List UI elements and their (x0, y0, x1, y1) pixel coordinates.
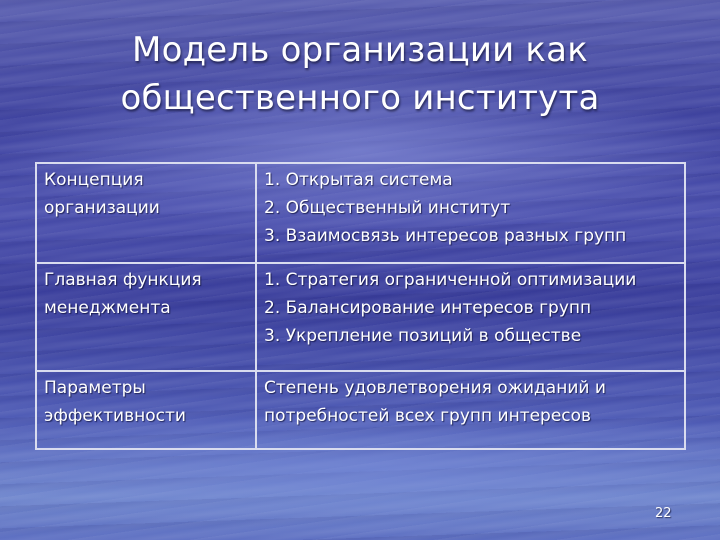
value-line: Степень удовлетворения ожиданий и (264, 378, 606, 398)
list-item: 2. Общественный институт (264, 198, 511, 218)
slide-title (60, 26, 660, 122)
table-row (36, 371, 685, 449)
title-line-1: Модель организации как (132, 30, 588, 70)
row-label-line: эффективности (44, 406, 186, 426)
content-table (35, 162, 686, 450)
row-value-cell (256, 163, 685, 263)
page-number: 22 (655, 506, 672, 521)
list-item: 3. Укрепление позиций в обществе (264, 326, 582, 346)
row-label-line: Главная функция (44, 270, 202, 290)
list-item: 1. Стратегия ограниченной оптимизации (264, 270, 637, 290)
list-item: 1. Открытая система (264, 170, 453, 190)
row-label-line: Параметры (44, 378, 146, 398)
row-value-cell (256, 371, 685, 449)
row-value-cell (256, 263, 685, 371)
value-line: потребностей всех групп интересов (264, 406, 592, 426)
list-item: 3. Взаимосвязь интересов разных групп (264, 226, 627, 246)
list-item: 2. Балансирование интересов групп (264, 298, 592, 318)
row-label-cell (36, 371, 256, 449)
row-label-line: менеджмента (44, 298, 171, 318)
table-row (36, 163, 685, 263)
row-label-cell (36, 163, 256, 263)
row-label-cell (36, 263, 256, 371)
row-label-line: Концепция (44, 170, 144, 190)
row-label-line: организации (44, 198, 160, 218)
table-row (36, 263, 685, 371)
title-line-2: общественного института (120, 78, 600, 118)
